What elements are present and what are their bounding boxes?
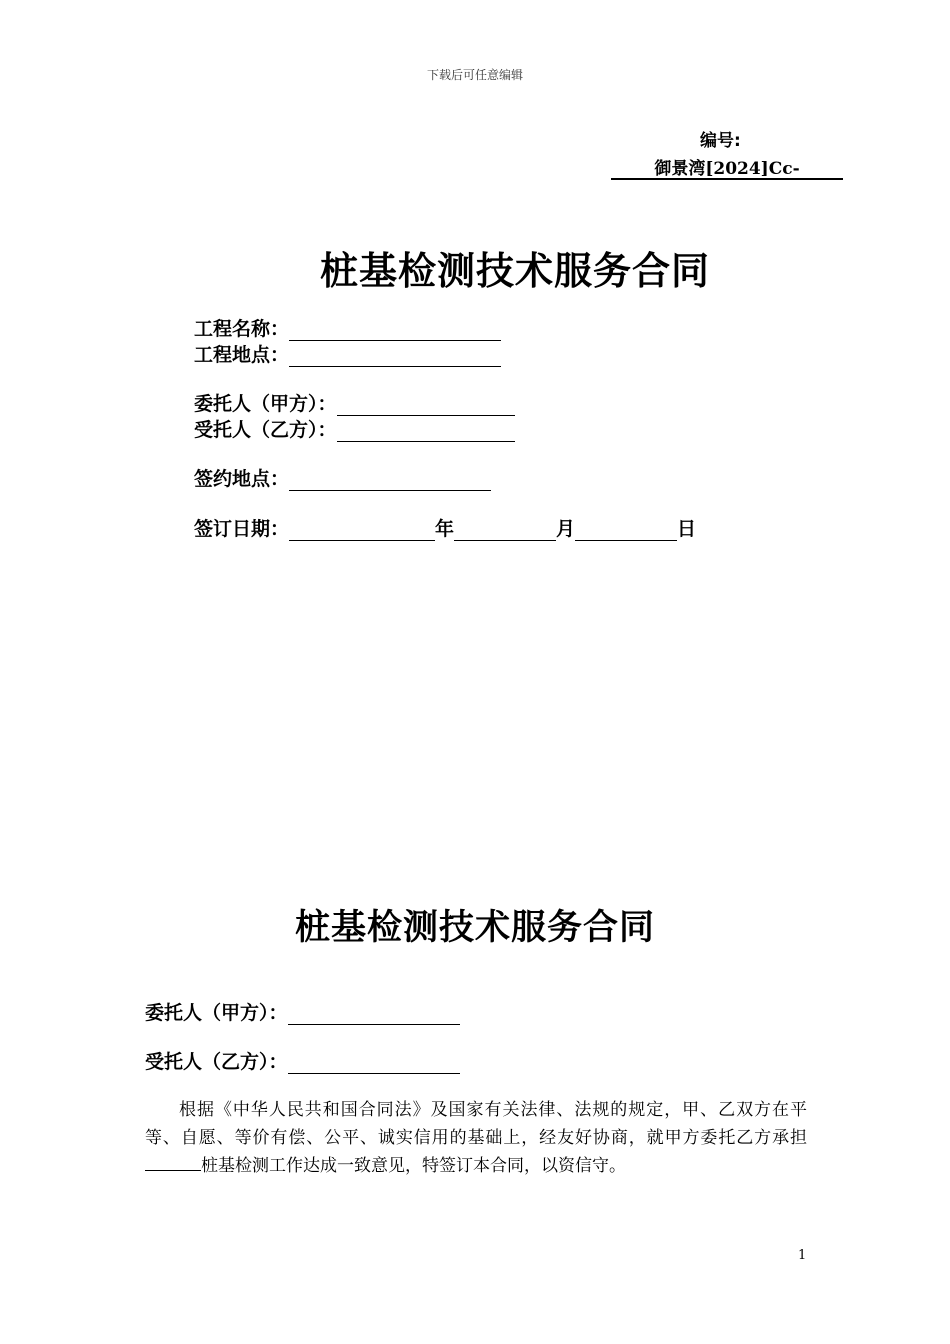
body-contractor-blank [288,1053,460,1074]
body-client-label: 委托人（甲方）： [145,1002,288,1024]
preamble-text-1: 根据《中华人民共和国合同法》及国家有关法律、法规的规定，甲、乙双方在平等、自愿、等价有偿、公平、诚实信用的基础上，经友好协商，就甲方委托乙方承担 [145,1100,807,1148]
body-contractor-label: 受托人（乙方）： [145,1051,288,1073]
cover-contractor-blank [337,421,515,442]
month-label: 月 [556,518,576,540]
year-label: 年 [435,518,455,540]
project-location-label: 工程地点： [194,344,290,366]
day-label: 日 [677,518,697,540]
project-name-label: 工程名称： [194,318,290,340]
signing-place-field [194,464,491,491]
cover-contractor-field [194,415,515,442]
project-location-field [194,340,501,367]
day-blank [575,520,677,541]
body-client-blank [288,1004,460,1025]
scope-blank [145,1154,201,1171]
signing-date-field [194,514,696,541]
project-name-field [194,314,501,341]
month-blank [454,520,556,541]
cover-title: 桩基检测技术服务合同 [319,248,710,293]
cover-contractor-label: 受托人（乙方）： [194,419,337,441]
signing-date-label: 签订日期： [194,518,290,540]
preamble-paragraph [145,1096,807,1180]
cover-client-blank [337,395,515,416]
body-client-field [145,998,460,1025]
cover-client-field [194,389,515,416]
project-name-blank [289,320,501,341]
contract-code-label: 编号: [700,131,741,151]
year-blank [289,520,435,541]
signing-place-label: 签约地点： [194,468,290,490]
contract-code-value: 御景湾[2024]Cc- [611,154,843,180]
contract-preamble [145,1096,807,1180]
body-title: 桩基检测技术服务合同 [294,908,655,948]
body-contractor-field [145,1047,460,1074]
project-location-blank [289,346,501,367]
header-note: 下载后可任意编辑 [426,68,523,82]
cover-client-label: 委托人（甲方）： [194,393,337,415]
preamble-text-2: 桩基检测工作达成一致意见，特签订本合同，以资信守。 [201,1156,626,1176]
signing-place-blank [289,470,491,491]
page-number: 1 [798,1248,807,1263]
